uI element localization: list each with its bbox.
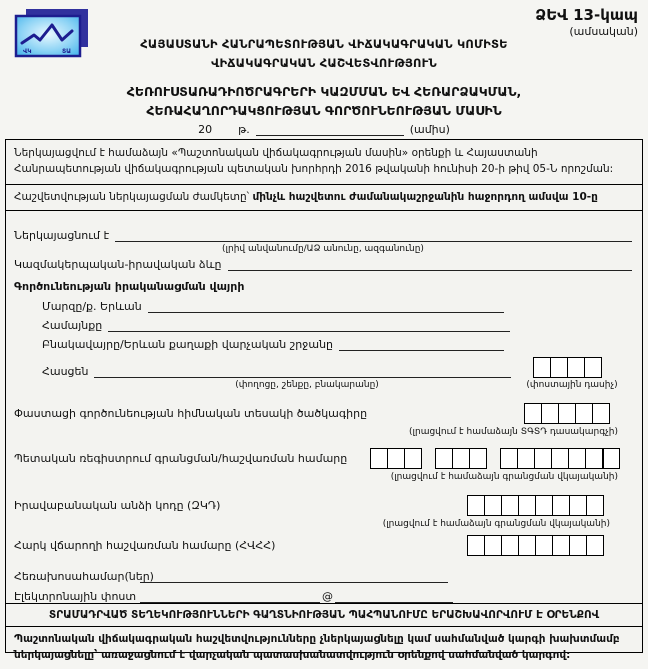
deadline-prefix: Հաշվետվության ներկայացման ժամկետը՝	[14, 190, 253, 203]
legal-code-boxes[interactable]	[467, 495, 604, 516]
input-cell[interactable]	[524, 403, 542, 424]
legal-basis-section: Ներկայացվում է համաձայն «Պաշտոնական վիճակագրության մասին» օրենքի և Հայաստանի Հանրապետության վիճակագրության պետական խորհրդի 2016 թվականի հունիսի 20-ի թիվ 05-Ն որոշման:	[6, 140, 642, 185]
phone-row	[14, 570, 632, 583]
register-boxes-group-1[interactable]	[370, 448, 422, 469]
input-cell[interactable]	[541, 403, 559, 424]
form-title-line1: ՀԵՌՈՒՍՏԱՌԱԴԻՈԾՐԱԳՐԵՐԻ ԿԱԶՄՄԱՆ ԵՎ ՀԵՌԱՐՁԱԿՄԱՆ,	[126, 84, 522, 99]
committee-name: ՀԱՅԱՍՏԱՆԻ ՀԱՆՐԱՊԵՏՈՒԹՅԱՆ ՎԻՃԱԿԱԳՐԱԿԱՆ ԿՈՄԻՏԵ	[140, 37, 508, 51]
activity-code-boxes[interactable]	[524, 403, 610, 424]
input-cell[interactable]	[518, 535, 536, 556]
month-input-blank[interactable]	[256, 124, 404, 136]
year-suffix: թ.	[238, 123, 250, 136]
location-heading: Գործունեության իրականացման վայրի	[14, 279, 245, 293]
deadline-section	[6, 185, 642, 211]
liability-notice: Պաշտոնական վիճակագրական հաշվետվությունները չներկայացնելը կամ սահմանված կարգի խախտմամբ ներկայացնելը՝ առաջացնում է վարչական պատասխանատվություն օրենքով սահմանված կարգով:	[14, 632, 620, 662]
email-at-sign: @	[322, 589, 333, 603]
community-label: Համայնքը	[42, 318, 103, 332]
register-boxes-group-2[interactable]	[435, 448, 487, 469]
email-local-input-blank[interactable]	[140, 590, 320, 603]
presenter-row	[14, 229, 632, 242]
input-cell[interactable]	[551, 448, 569, 469]
input-cell[interactable]	[452, 448, 470, 469]
input-cell[interactable]	[552, 495, 570, 516]
input-cell[interactable]	[535, 535, 553, 556]
input-cell[interactable]	[575, 403, 593, 424]
register-row	[14, 448, 632, 469]
input-cell[interactable]	[568, 448, 586, 469]
input-cell[interactable]	[501, 495, 519, 516]
address-label: Հասցեն	[42, 364, 89, 378]
register-boxes	[370, 448, 620, 469]
svg-text:ՎԿ: ՎԿ	[23, 48, 32, 55]
form-body	[5, 139, 643, 662]
input-cell[interactable]	[517, 448, 535, 469]
activity-code-label: Փաստացի գործունեության հիմնական տեսակի ծածկագիրը	[14, 406, 368, 420]
input-cell[interactable]	[435, 448, 453, 469]
legal-form-row	[14, 258, 632, 271]
phone-input-blank[interactable]	[140, 570, 448, 583]
input-cell[interactable]	[467, 495, 485, 516]
legal-code-label: Իրավաբանական անձի կոդը (ԶԿԴ)	[14, 498, 221, 512]
settlement-input-blank[interactable]	[339, 338, 504, 351]
phone-label: Հեռախոսահամար(ներ)	[14, 569, 154, 583]
register-label: Պետական ռեգիստրում գրանցման/հաշվառման համարը	[14, 451, 348, 465]
settlement-row	[42, 338, 504, 351]
input-cell[interactable]	[484, 535, 502, 556]
address-captions-row	[42, 380, 632, 390]
input-cell[interactable]	[569, 535, 587, 556]
input-cell[interactable]	[552, 535, 570, 556]
input-cell[interactable]	[586, 495, 604, 516]
month-caption: (ամիս)	[409, 123, 450, 136]
legal-form-label: Կազմակերպական-իրավական ձևը	[14, 257, 222, 271]
input-cell[interactable]	[467, 535, 485, 556]
register-caption: (լրացվում է համաձայն գրանցման վկայականի)	[390, 471, 618, 482]
input-cell[interactable]	[585, 448, 603, 469]
input-cell[interactable]	[501, 535, 519, 556]
input-cell[interactable]	[567, 357, 585, 378]
email-domain-input-blank[interactable]	[335, 590, 453, 603]
form-code: ՁԵՎ 13-կապ	[535, 6, 638, 24]
input-cell[interactable]	[534, 448, 552, 469]
presenter-caption: (լրիվ անվանումը/ԱՁ անունը, ազգանունը)	[222, 243, 424, 254]
postal-code-boxes[interactable]	[533, 357, 602, 378]
input-cell[interactable]	[533, 357, 551, 378]
input-cell[interactable]	[387, 448, 405, 469]
community-row	[42, 319, 510, 332]
region-row	[42, 300, 504, 313]
input-cell[interactable]	[518, 495, 536, 516]
activity-code-caption: (լրացվում է համաձայն ՏԳՏԴ դասակարգչի)	[409, 426, 618, 437]
tin-boxes[interactable]	[467, 535, 604, 556]
input-cell[interactable]	[586, 535, 604, 556]
input-cell[interactable]	[484, 495, 502, 516]
form-header	[0, 0, 648, 139]
region-label: Մարզը/ք. Երևան	[42, 299, 142, 313]
form-periodicity: (ամսական)	[569, 25, 638, 38]
register-boxes-group-3[interactable]	[500, 448, 620, 469]
input-cell[interactable]	[370, 448, 388, 469]
statistics-committee-logo	[10, 7, 92, 59]
region-input-blank[interactable]	[148, 300, 504, 313]
input-cell[interactable]	[500, 448, 518, 469]
year-prefix: 20	[198, 123, 213, 136]
community-input-blank[interactable]	[108, 319, 510, 332]
input-cell[interactable]	[535, 495, 553, 516]
form-code-block	[535, 6, 638, 38]
tin-label: Հարկ վճարողի հաշվառման համարը (ՀՎՀՀ)	[14, 538, 276, 552]
postal-caption: (փոստային դասիչ)	[526, 379, 618, 390]
input-cell[interactable]	[602, 448, 620, 469]
input-cell[interactable]	[558, 403, 576, 424]
email-label: Էլեկտրոնային փոստ	[14, 589, 137, 603]
logo-chart-icon	[10, 7, 92, 59]
tin-row	[14, 535, 632, 556]
svg-text:ՏԱ: ՏԱ	[62, 48, 72, 55]
input-cell[interactable]	[404, 448, 422, 469]
input-cell[interactable]	[569, 495, 587, 516]
deadline-bold: մինչև հաշվետու ժամանակաշրջանին հաջորդող ամսվա 10-ը	[252, 190, 598, 203]
input-cell[interactable]	[550, 357, 568, 378]
form-main-section	[6, 211, 642, 604]
address-caption: (փողոցը, շենքը, բնակարանը)	[235, 379, 379, 390]
form-title-line2: ՀԵՌԱՀԱՂՈՐԴԱԿՑՈՒԹՅԱՆ ԳՈՐԾՈՒՆԵՈՒԹՅԱՆ ՄԱՍԻՆ	[146, 103, 502, 118]
report-date-line	[0, 123, 648, 136]
input-cell[interactable]	[469, 448, 487, 469]
legal-code-caption: (լրացվում է համաձայն գրանցման վկայականի)	[382, 518, 610, 529]
address-input-blank[interactable]	[94, 365, 511, 378]
input-cell[interactable]	[592, 403, 610, 424]
input-cell[interactable]	[584, 357, 602, 378]
email-row	[14, 590, 632, 603]
activity-code-row	[14, 403, 632, 424]
presenter-input-blank[interactable]	[115, 229, 632, 242]
legal-code-row	[14, 495, 632, 516]
presenter-label: Ներկայացնում է	[14, 228, 110, 242]
report-type: ՎԻՃԱԿԱԳՐԱԿԱՆ ՀԱՇՎԵՏՎՈՒԹՅՈՒՆ	[211, 56, 437, 70]
legal-form-input-blank[interactable]	[228, 258, 633, 271]
confidentiality-notice: ՏՐԱՄԱԴՐՎԱԾ ՏԵՂԵԿՈՒԹՅՈՒՆՆԵՐԻ ԳԱՂՏՆԻՈՒԹՅԱՆ ՊԱՀՊԱՆՈՒՄԸ ԵՐԱՇԽԱՎՈՐՎՈՒՄ Է ՕՐԵՆՔՈՎ	[6, 604, 642, 627]
address-row	[42, 357, 632, 378]
settlement-label: Բնակավայրը/Երևան քաղաքի վարչական շրջանը	[42, 337, 334, 351]
